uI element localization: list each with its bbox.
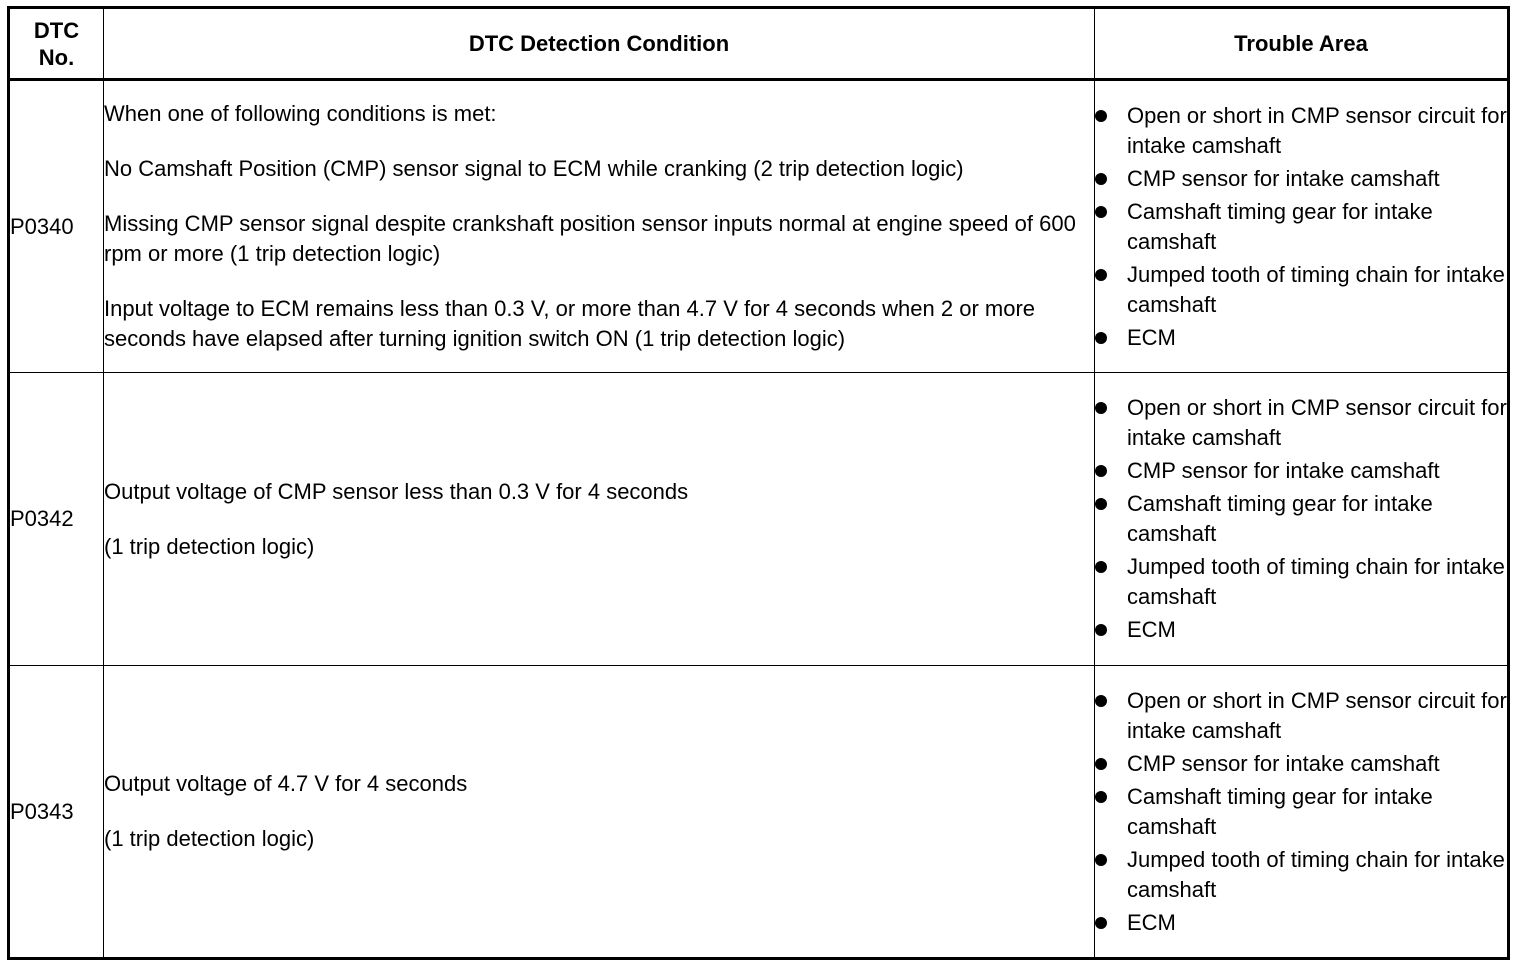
detection-condition-cell: [104, 80, 1095, 373]
bullet-icon: [1095, 561, 1107, 573]
trouble-area-text: Jumped tooth of timing chain for intake camshaft: [1127, 261, 1505, 317]
condition-text: When one of following conditions is met:: [104, 101, 497, 126]
dtc-code: P0340: [9, 80, 104, 373]
list-item: [1095, 845, 1507, 905]
trouble-area-text: CMP sensor for intake camshaft: [1127, 750, 1440, 776]
trouble-area-text: ECM: [1127, 909, 1176, 935]
list-item: [1095, 197, 1507, 257]
list-item: [1095, 782, 1507, 842]
trouble-area-text: Camshaft timing gear for intake camshaft: [1127, 491, 1433, 546]
list-item: [1095, 908, 1507, 938]
list-item: [1095, 393, 1507, 453]
list-item: [1095, 489, 1507, 549]
list-item: [1095, 323, 1507, 353]
table-row: [9, 373, 1509, 666]
bullet-icon: [1095, 206, 1107, 218]
trouble-area-text: ECM: [1127, 324, 1176, 350]
bullet-icon: [1095, 173, 1107, 185]
trouble-area-list: [1095, 101, 1507, 353]
dtc-table: [7, 6, 1510, 960]
header-trouble-area: Trouble Area: [1095, 8, 1509, 80]
trouble-area-list: [1095, 686, 1507, 938]
condition-text: Output voltage of 4.7 V for 4 seconds: [104, 771, 468, 796]
bullet-icon: [1095, 332, 1107, 344]
trouble-area-cell: [1095, 373, 1509, 666]
trouble-area-text: ECM: [1127, 617, 1176, 642]
condition-text: (1 trip detection logic): [104, 826, 315, 851]
header-row: [9, 8, 1509, 80]
bullet-icon: [1095, 110, 1107, 122]
trouble-area-text: Open or short in CMP sensor circuit for intake camshaft: [1127, 687, 1507, 743]
detection-condition-cell: [104, 373, 1095, 666]
condition-text: Missing CMP sensor signal despite crankshaft position sensor inputs normal at engine speed of 600 rpm or more (1 trip detection logic): [104, 211, 1076, 266]
bullet-icon: [1095, 402, 1107, 414]
list-item: [1095, 101, 1507, 161]
header-dtc-no: DTC No.: [9, 8, 104, 80]
dtc-code: P0343: [9, 666, 104, 959]
bullet-icon: [1095, 791, 1107, 803]
condition-text: Input voltage to ECM remains less than 0.3 V, or more than 4.7 V for 4 seconds when 2 or more seconds have elapsed after turning ignition switch ON (1 trip detection logic): [104, 296, 1036, 351]
trouble-area-cell: [1095, 666, 1509, 959]
list-item: [1095, 164, 1507, 194]
condition-text: Output voltage of CMP sensor less than 0.3 V for 4 seconds: [104, 478, 689, 504]
dtc-code: P0342: [9, 373, 104, 666]
trouble-area-text: Camshaft timing gear for intake camshaft: [1127, 783, 1433, 839]
bullet-icon: [1095, 498, 1107, 510]
trouble-area-cell: [1095, 80, 1509, 373]
table-row: [9, 80, 1509, 373]
header-detection-condition: DTC Detection Condition: [104, 8, 1095, 80]
trouble-area-list: [1095, 393, 1507, 645]
trouble-area-text: Jumped tooth of timing chain for intake camshaft: [1127, 846, 1505, 902]
list-item: [1095, 615, 1507, 645]
detection-condition-cell: [104, 666, 1095, 959]
trouble-area-text: CMP sensor for intake camshaft: [1127, 165, 1440, 191]
trouble-area-text: Open or short in CMP sensor circuit for intake camshaft: [1127, 395, 1507, 450]
list-item: [1095, 260, 1507, 320]
trouble-area-text: CMP sensor for intake camshaft: [1127, 458, 1440, 483]
bullet-icon: [1095, 269, 1107, 281]
condition-text: No Camshaft Position (CMP) sensor signal to ECM while cranking (2 trip detection logic): [104, 156, 964, 181]
bullet-icon: [1095, 917, 1107, 929]
bullet-icon: [1095, 465, 1107, 477]
trouble-area-text: Jumped tooth of timing chain for intake camshaft: [1127, 554, 1505, 609]
list-item: [1095, 552, 1507, 612]
trouble-area-text: Camshaft timing gear for intake camshaft: [1127, 198, 1433, 254]
bullet-icon: [1095, 624, 1107, 636]
trouble-area-text: Open or short in CMP sensor circuit for intake camshaft: [1127, 102, 1507, 158]
bullet-icon: [1095, 695, 1107, 707]
list-item: [1095, 749, 1507, 779]
list-item: [1095, 686, 1507, 746]
list-item: [1095, 456, 1507, 486]
table-row: [9, 666, 1509, 959]
condition-text: (1 trip detection logic): [104, 533, 315, 559]
bullet-icon: [1095, 758, 1107, 770]
bullet-icon: [1095, 854, 1107, 866]
